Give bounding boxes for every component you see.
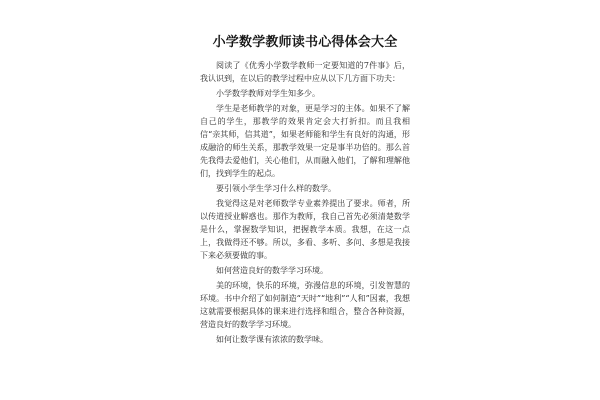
body-paragraph-teacher-literacy: 我觉得这是对老师数学专业素养提出了要求。师者，所以传道授业解惑也。那作为教师，我自己首先必须清楚数学是什么，掌握数学知识，把握教学本质。我想，在这一点上，我做得还不够。所以，多看、多听、多问、多想是我接下来必须要做的事。 (200, 199, 410, 260)
section-heading-understand-students: 小学数学教师对学生知多少。 (216, 89, 320, 98)
intro-paragraph: 阅读了《优秀小学数学教师一定要知道的7件事》后，我认识到，在以后的教学过程中应从以下几方面下功夫： (200, 61, 410, 83)
section-heading-math-flavor: 如何让数学课有浓浓的数学味。 (216, 335, 328, 344)
section-heading-learning-environment: 如何营造良好的数学学习环境。 (216, 266, 328, 275)
body-paragraph-environment: 美的环境，快乐的环境，弥漫信息的环境，引发智慧的环境。书中介绍了如何制造“天时”“地利”“人和”因素，我想这就需要根据具体的课来进行选择和组合，整合各种资源，营造良好的数学学习环境。 (200, 281, 410, 329)
body-paragraph-students: 学生是老师教学的对象，更是学习的主体。如果不了解自己的学生，那教学的效果肯定会大打折扣。而且我相信“亲其师，信其道”，如果老师能和学生有良好的沟通，形成融洽的师生关系，那教学效果一定是事半功倍的。那么首先我得去爱他们，关心他们，从而融入他们，了解和理解他们，找到学生的起点。 (200, 104, 410, 178)
document-title: 小学数学教师读书心得体会大全 (212, 35, 398, 50)
section-heading-what-math: 要引领小学生学习什么样的数学。 (216, 184, 336, 193)
document-body (200, 34, 410, 346)
